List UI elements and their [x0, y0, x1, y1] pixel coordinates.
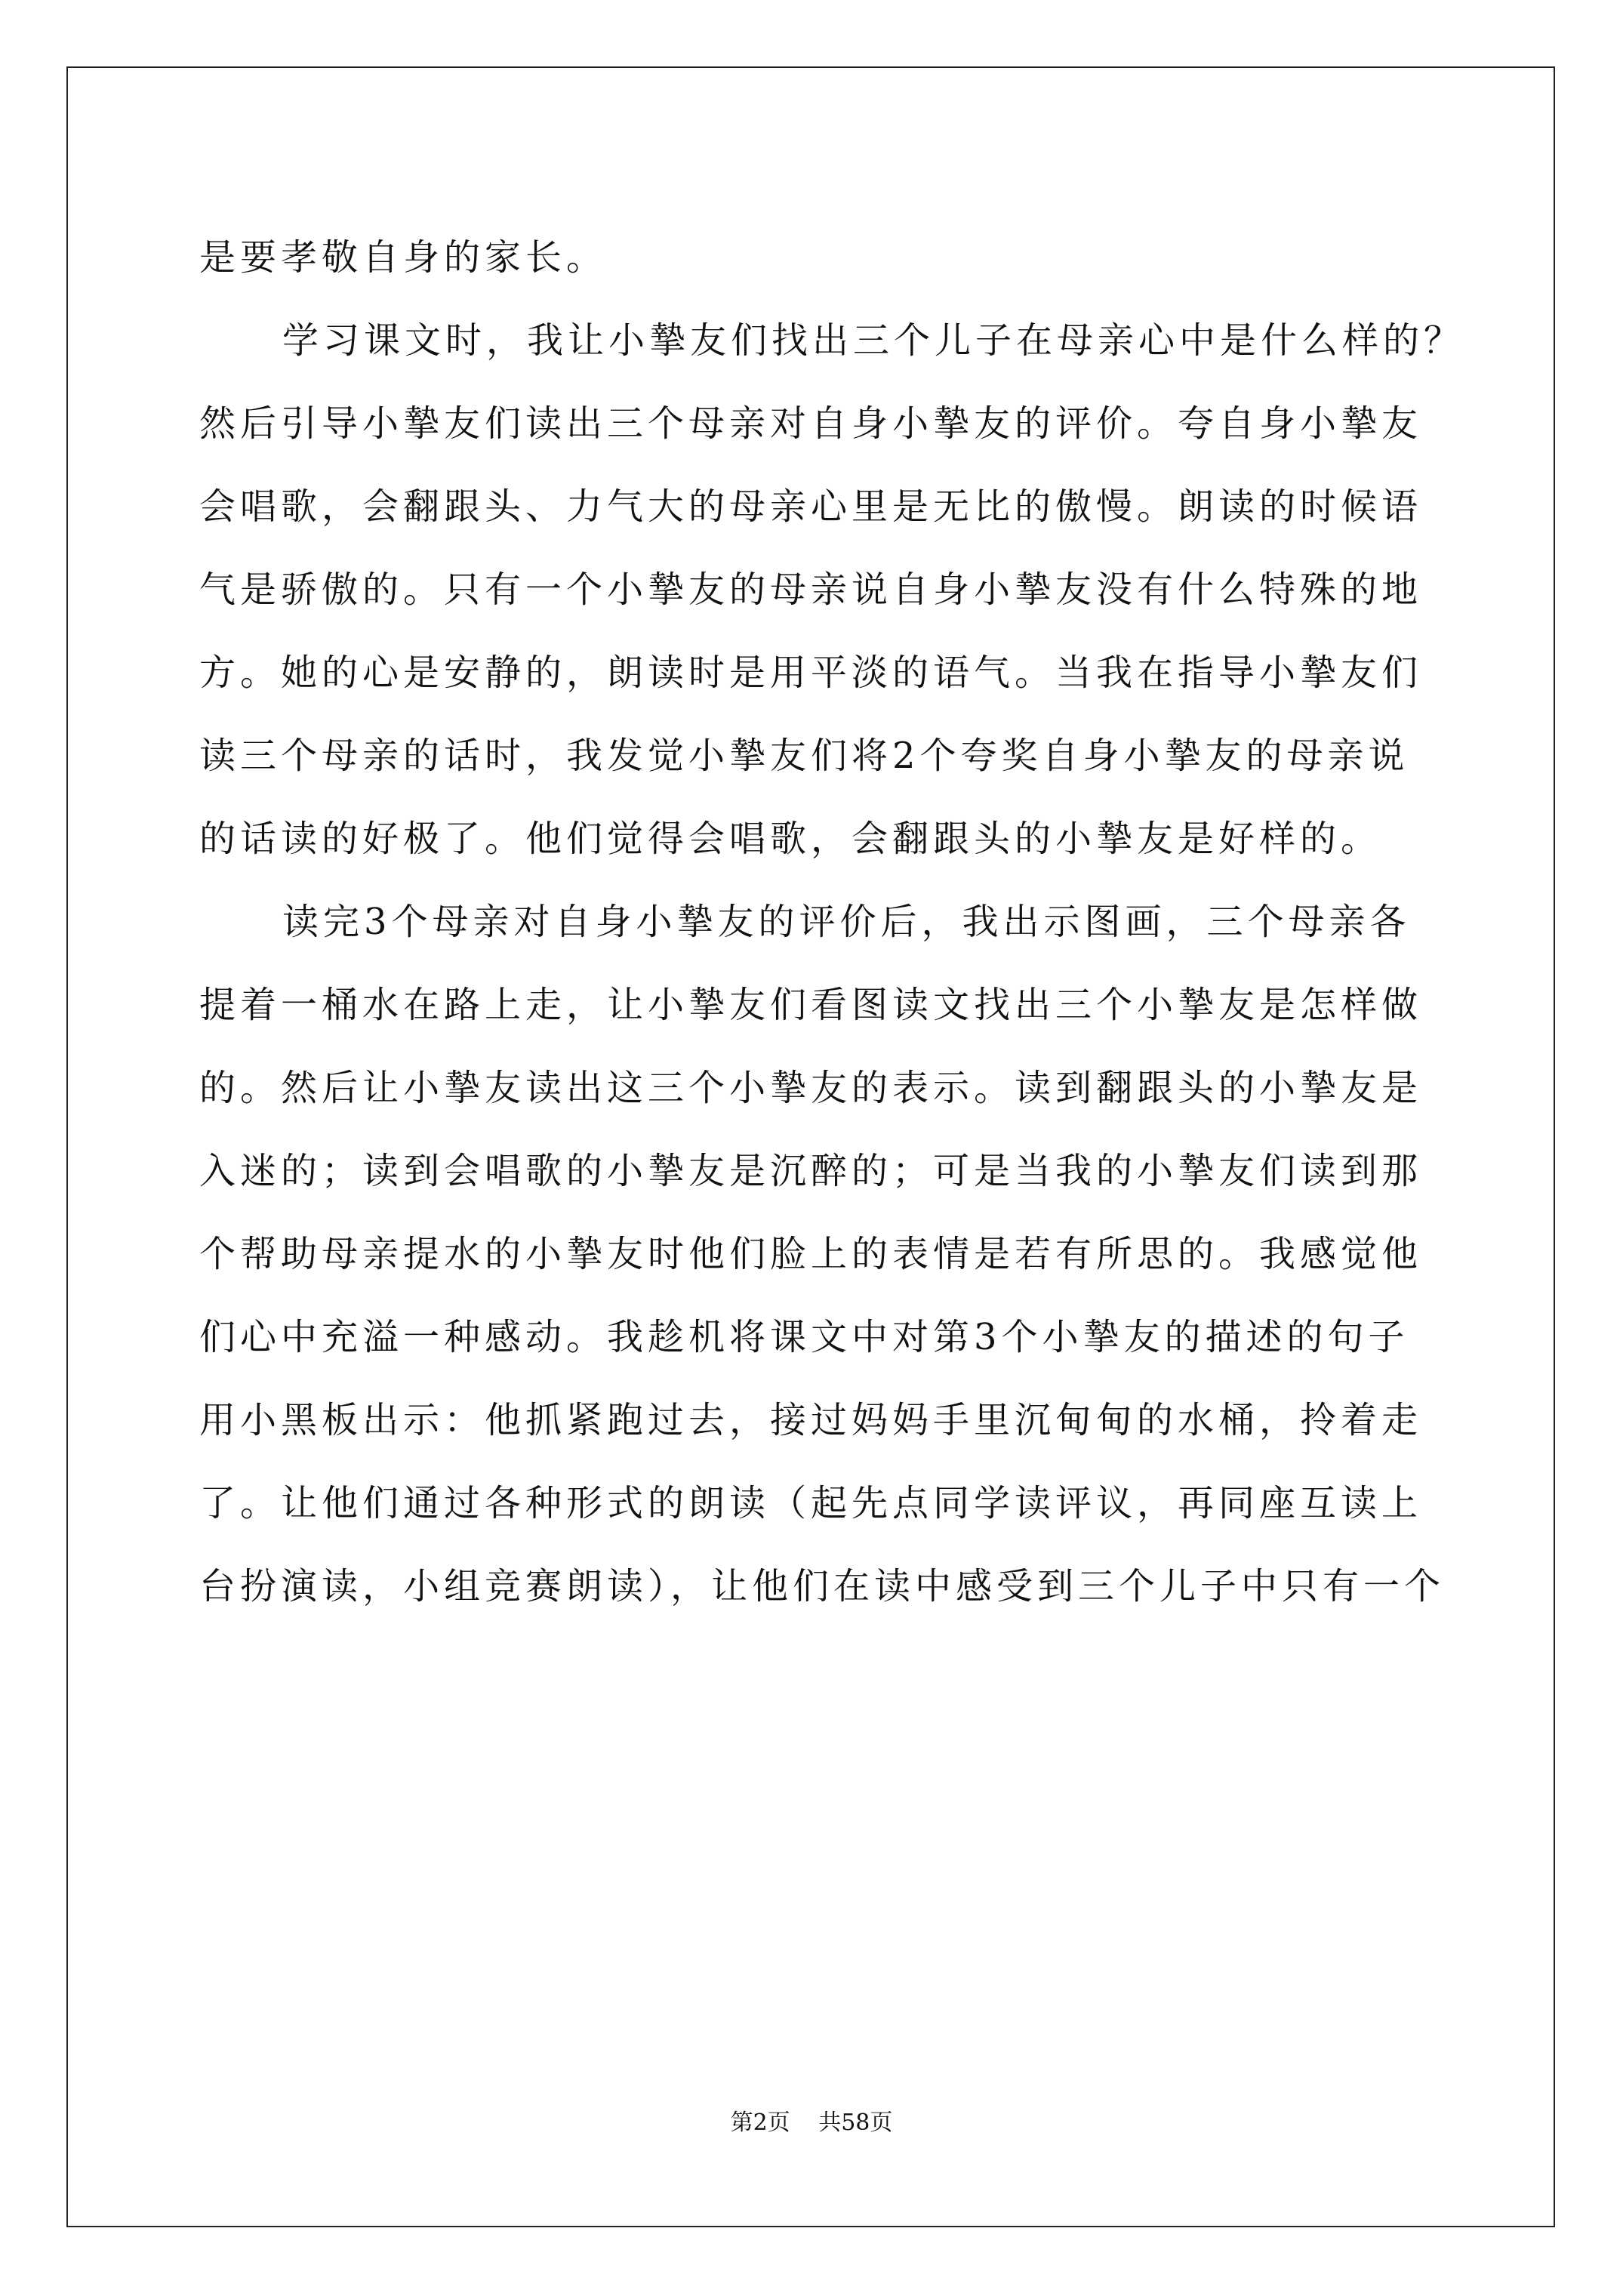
text-line: 台扮演读，小组竞赛朗读），让他们在读中感受到三个儿子中只有一个: [199, 1565, 1446, 1607]
text-line: 气是骄傲的。只有一个小摯友的母亲说自身小摯友没有什么特殊的地: [199, 569, 1423, 611]
text-line: 是要孝敬自身的家长。: [199, 236, 608, 279]
text-line: 方。她的心是安静的，朗读时是用平淡的语气。当我在指导小摯友们: [199, 652, 1423, 694]
text-line: 的话读的好极了。他们觉得会唱歌，会翻跟头的小摯友是好样的。: [199, 818, 1382, 860]
text-line: 然后引导小摯友们读出三个母亲对自身小摯友的评价。夸自身小摯友: [199, 402, 1423, 445]
page-footer: [0, 2108, 1623, 2138]
text-line: 入迷的；读到会唱歌的小摯友是沉醉的；可是当我的小摯友们读到那: [199, 1150, 1423, 1192]
text-line: 们心中充溢一种感动。我趁机将课文中对第3个小摯友的描述的句子: [199, 1316, 1409, 1358]
text-line: 了。让他们通过各种形式的朗读（起先点同学读评议，再同座互读上: [199, 1482, 1423, 1524]
paragraph-start-line: 学习课文时，我让小摯友们找出三个儿子在母亲心中是什么样的？: [282, 319, 1465, 362]
paragraph-start-line: 读完3个母亲对自身小摯友的评价后，我出示图画，三个母亲各: [282, 901, 1411, 943]
text-line: 个帮助母亲提水的小摯友时他们脸上的表情是若有所思的。我感觉他: [199, 1233, 1423, 1275]
text-line: 的。然后让小摯友读出这三个小摯友的表示。读到翻跟头的小摯友是: [199, 1067, 1423, 1109]
body-text: [199, 216, 1465, 1628]
text-line: 用小黑板出示：他抓紧跑过去，接过妈妈手里沉甸甸的水桶，拎着走: [199, 1399, 1423, 1441]
text-line: 提着一桶水在路上走，让小摯友们看图读文找出三个小摯友是怎样做: [199, 984, 1423, 1026]
text-line: 读三个母亲的话时，我发觉小摯友们将2个夸奖自身小摯友的母亲说: [199, 735, 1409, 777]
page-total: 共58页: [818, 2110, 893, 2136]
text-line: 会唱歌，会翻跟头、力气大的母亲心里是无比的傲慢。朗读的时候语: [199, 485, 1423, 528]
page-number: 第2页: [730, 2110, 790, 2136]
